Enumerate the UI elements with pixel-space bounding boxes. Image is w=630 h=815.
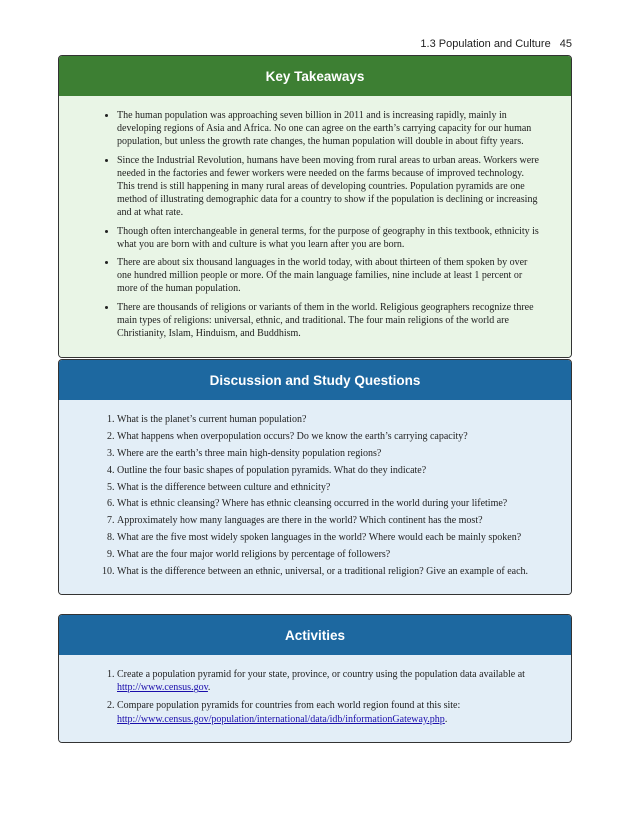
- list-item: • Though often interchangeable in general terms, for the purpose of geography in this textbook, ethnicity is what you are born with and culture is what you learn after you are born.: [117, 225, 543, 251]
- discussion-title: Discussion and Study Questions: [59, 360, 571, 400]
- key-takeaways-title: Key Takeaways: [59, 56, 571, 96]
- key-takeaways-box: [58, 55, 572, 358]
- list-item: 3. Where are the earth’s three main high-density population regions?: [117, 447, 543, 460]
- list-item: 6. What is ethnic cleansing? Where has ethnic cleansing occurred in the world during your lifetime?: [117, 497, 543, 510]
- activity-end: .: [207, 682, 211, 694]
- key-takeaways-list: [87, 109, 543, 340]
- list-item: [117, 699, 543, 725]
- discussion-list: [87, 413, 543, 578]
- running-header: [420, 38, 572, 50]
- list-item: 1. What is the planet’s current human population?: [117, 413, 543, 426]
- list-item: • There are about six thousand languages in the world today, with about thirteen of them spoken by over one hundred million people or more. Of the main language families, nine include at least 1 percent or more of the human population.: [117, 256, 543, 296]
- list-item: 5. What is the difference between culture and ethnicity?: [117, 481, 543, 494]
- list-item: • The human population was approaching seven billion in 2011 and is increasing rapidly, mainly in developing regions of Asia and Africa. No one can agree on the earth’s carrying capacity for our human population, but unless the growth rate changes, the human population will double in about fifty years.: [117, 109, 543, 149]
- list-item: • There are thousands of religions or variants of them in the world. Religious geographers recognize three main types of religions: universal, ethnic, and traditional. The four main religions of the world are Christianity, Islam, Hinduism, and Buddhism.: [117, 301, 543, 341]
- key-takeaways-body: [59, 96, 571, 357]
- idb-gateway-link[interactable]: http://www.census.gov/population/international/data/idb/informationGateway.php: [117, 713, 445, 725]
- census-link[interactable]: http://www.census.gov: [117, 682, 208, 694]
- activities-box: [58, 614, 572, 743]
- list-item: 4. Outline the four basic shapes of population pyramids. What do they indicate?: [117, 464, 543, 477]
- activity-text: Create a population pyramid for your state, province, or country using the population data available at: [117, 669, 525, 680]
- list-item: 2. What happens when overpopulation occurs? Do we know the earth’s carrying capacity?: [117, 430, 543, 443]
- list-item: [117, 668, 543, 694]
- list-item: 10. What is the difference between an ethnic, universal, or a traditional religion? Give an example of each.: [117, 565, 543, 578]
- activities-title: Activities: [59, 615, 571, 655]
- page-number: 45: [559, 38, 572, 50]
- list-item: 9. What are the four major world religions by percentage of followers?: [117, 548, 543, 561]
- activity-end: .: [444, 713, 448, 725]
- list-item: 8. What are the five most widely spoken languages in the world? Where would each be mainly spoken?: [117, 531, 543, 544]
- activities-body: [59, 655, 571, 742]
- activities-list: [87, 668, 543, 726]
- discussion-body: [59, 400, 571, 594]
- activity-text: Compare population pyramids for countries from each world region found at this site:: [117, 700, 461, 712]
- list-item: 7. Approximately how many languages are there in the world? Which continent has the most?: [117, 514, 543, 527]
- section-title: 1.3 Population and Culture: [420, 38, 551, 50]
- list-item: • Since the Industrial Revolution, humans have been moving from rural areas to urban areas. Workers were needed in the factories and fewer workers were needed on the farms because of improved technology. This trend is still happening in many rural areas of developing countries. Population pyramids are one method of illustrating demographic data for a country to show if the population is declining or increasing and at what rate.: [117, 154, 543, 220]
- discussion-box: [58, 359, 572, 595]
